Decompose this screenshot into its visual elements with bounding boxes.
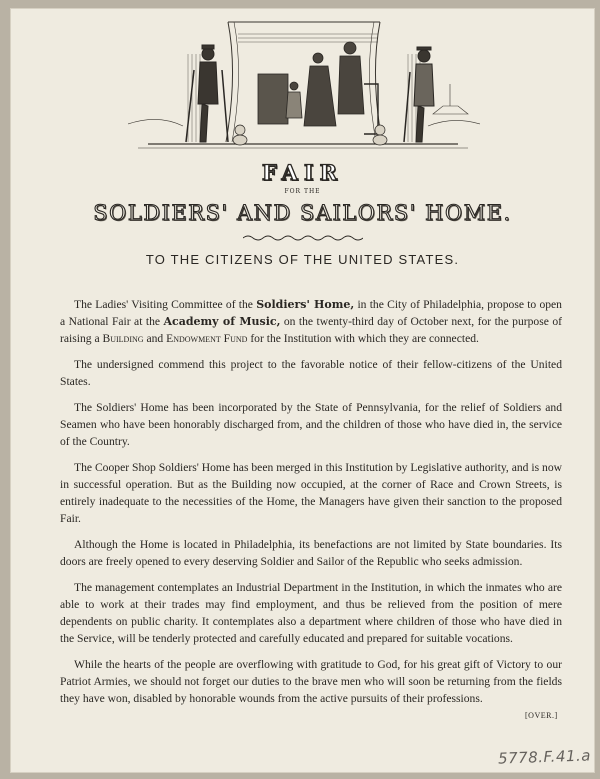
paragraph-3: The Soldiers' Home has been incorporated by the State of Pennsylvania, for the relief of Soldiers and Seamen who have been honorably discharged from, and the children of those who have died in, the service of the Country. [60, 401, 562, 448]
sailor-figure [404, 47, 434, 142]
paragraph-4: The Cooper Shop Soldiers' Home has been merged in this Institution by Legislative authority, and is now in successful operation. But as the Building now occupied, at the corner of Race and Crown Streets, is entirely inadequate to the necessities of the Home, the Managers have given their sanction to the proposed Fair. [60, 461, 562, 525]
p1-text-g: and [143, 332, 167, 345]
paragraph-5: Although the Home is located in Philadelphia, its benefactions are not limited by State boundaries. Its doors are freely opened to every deserving Soldier and Sailor of the Republic who seeks admission. [60, 538, 562, 568]
paragraph-7: While the hearts of the people are overflowing with gratitude to God, for his great gift of Victory to our Patriot Armies, we should not forget our duties to the brave men who will soon be returning from the fields they have won, disabled by honorable wounds from the active pursuits of their professions. [60, 658, 562, 705]
soldiers-home-highlight: Soldiers' Home, [256, 298, 355, 311]
p1-text-i: for the Institution with which they are connected. [247, 332, 479, 345]
paragraph-6: The management contemplates an Industrial Department in the Institution, in which the inmates who are able to work at their trades may find employment, and thus be relieved from the position of mere dependents on public charity. It contemplates also a department where children of those who have died in the Service, will be tenderly protected and carefully educated and prepared for suitable vocations. [60, 581, 562, 645]
paragraph-1 [60, 296, 562, 347]
for-the-label: FOR THE [284, 188, 321, 195]
cherub-figures [233, 125, 387, 145]
p1-text-a: The Ladies' Visiting Committee of the [74, 298, 257, 311]
p1-text-e: on the twenty-third day of October next, for the purpose of raising a [60, 315, 562, 345]
handwritten-catalog-number: 5778.F.41.a [497, 746, 592, 768]
endowment-fund-smallcaps: Endowment Fund [166, 332, 248, 345]
fair-title: FAIR [261, 160, 344, 185]
document-page [10, 8, 595, 773]
body-text [60, 296, 562, 716]
soldier-figure [186, 45, 228, 142]
home-title: SOLDIERS' AND SAILORS' HOME. [93, 201, 512, 225]
family-group [258, 42, 378, 134]
engraving-illustration [128, 14, 480, 154]
wavy-divider-ornament [243, 234, 363, 242]
paragraph-2: The undersigned commend this project to the favorable notice of their fellow-citizens of the United States. [60, 358, 562, 388]
address-subtitle: TO THE CITIZENS OF THE UNITED STATES. [145, 252, 460, 267]
p1-text-c: in the City of Philadelphia, propose to open a National Fair at the [60, 298, 562, 328]
academy-of-music-highlight: Academy of Music, [163, 315, 281, 328]
over-marker: [OVER.] [525, 711, 558, 720]
building-fund-smallcaps: Building [102, 332, 144, 345]
